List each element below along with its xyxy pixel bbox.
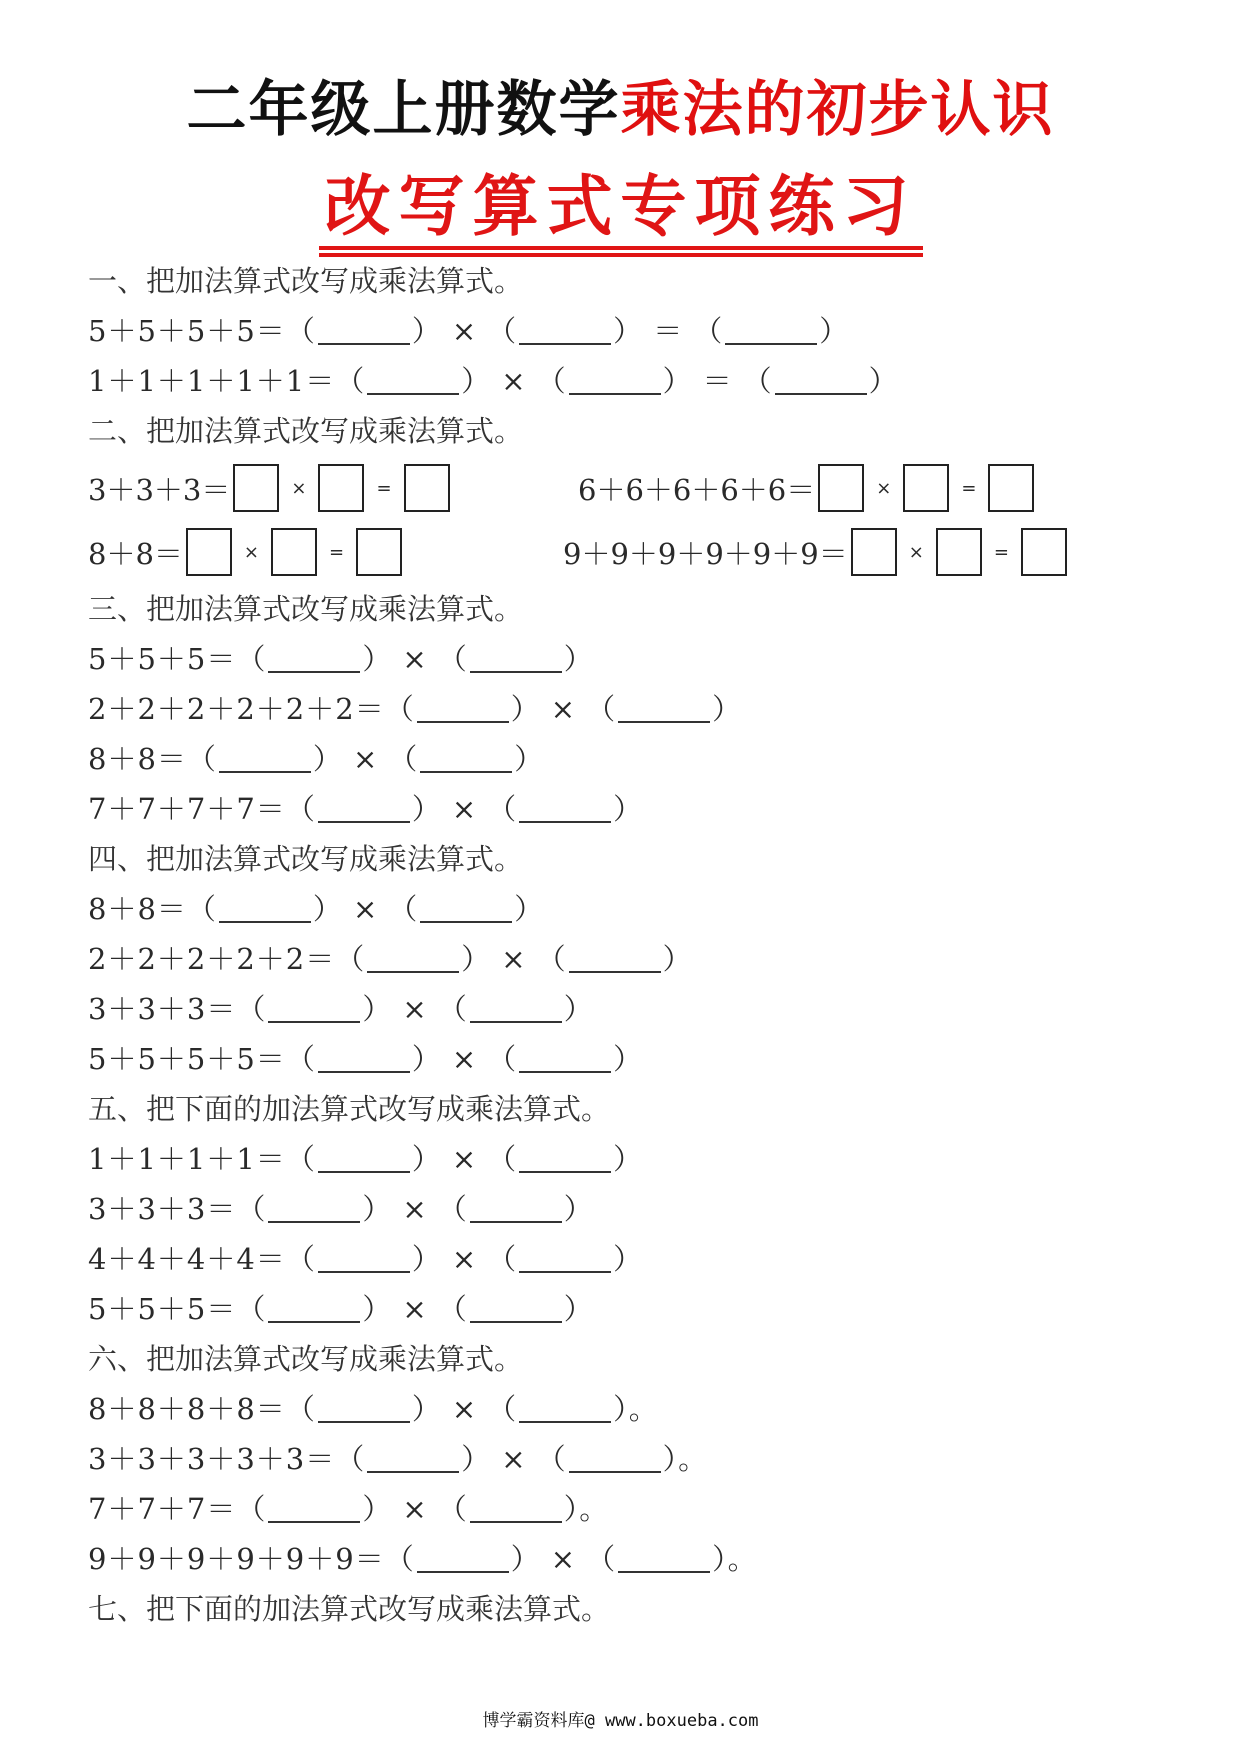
times-sign: × bbox=[402, 1192, 428, 1226]
exercise-line bbox=[88, 1284, 1188, 1334]
exercise-line bbox=[88, 1134, 1188, 1184]
paren: （ bbox=[285, 792, 316, 826]
answer-blank[interactable] bbox=[417, 1543, 509, 1573]
paren: （ bbox=[586, 1542, 617, 1576]
paren: （ bbox=[437, 992, 468, 1026]
paren: （ bbox=[437, 1192, 468, 1226]
paren: ） bbox=[563, 1192, 594, 1226]
expression: 8＋8＝ bbox=[88, 892, 187, 926]
paren: ） bbox=[411, 1242, 442, 1276]
paren: （ bbox=[487, 314, 518, 348]
paren: ） bbox=[613, 1242, 644, 1276]
paren: ） bbox=[868, 364, 899, 398]
answer-blank[interactable] bbox=[318, 315, 410, 345]
expression: 5＋5＋5＋5＝ bbox=[88, 1042, 286, 1076]
paren: ） bbox=[662, 1442, 679, 1476]
times-sign: × bbox=[352, 742, 379, 776]
answer-blank[interactable] bbox=[318, 1043, 410, 1073]
answer-blank[interactable] bbox=[519, 1043, 611, 1073]
paren: ） bbox=[712, 1542, 728, 1576]
exercise-line bbox=[88, 734, 1188, 784]
times-sign: × bbox=[451, 1392, 478, 1426]
subtitle-underline bbox=[319, 246, 923, 250]
equals-sign: ＝ bbox=[653, 314, 684, 348]
answer-blank[interactable] bbox=[420, 743, 512, 773]
paren: （ bbox=[285, 1142, 316, 1176]
answer-blank[interactable] bbox=[268, 993, 360, 1023]
times-sign: × bbox=[451, 314, 478, 348]
paren: （ bbox=[285, 1042, 316, 1076]
answer-blank[interactable] bbox=[775, 365, 867, 395]
paren: ） bbox=[411, 314, 442, 348]
expression: 8＋8＋8＋8＝ bbox=[88, 1392, 286, 1426]
paren: （ bbox=[437, 1492, 468, 1526]
expression: 3＋3＋3＝ bbox=[88, 1192, 237, 1226]
answer-blank[interactable] bbox=[420, 893, 512, 923]
exercise-line bbox=[88, 984, 1188, 1034]
paren: （ bbox=[335, 942, 366, 976]
answer-blank[interactable] bbox=[318, 1143, 410, 1173]
section-heading: 二、把加法算式改写成乘法算式。 bbox=[88, 414, 524, 448]
answer-box[interactable] bbox=[936, 528, 982, 576]
paren: ） bbox=[563, 992, 594, 1026]
answer-blank[interactable] bbox=[725, 315, 817, 345]
times-sign: × bbox=[291, 477, 307, 499]
answer-blank[interactable] bbox=[268, 1493, 360, 1523]
title-red: 乘法的初步认识 bbox=[620, 75, 1055, 145]
times-sign: × bbox=[451, 1042, 478, 1076]
paren: （ bbox=[236, 992, 267, 1026]
paren: ） bbox=[662, 942, 693, 976]
section-heading: 一、把加法算式改写成乘法算式。 bbox=[88, 264, 524, 298]
paren: ） bbox=[514, 742, 545, 776]
times-sign: × bbox=[352, 892, 379, 926]
answer-blank[interactable] bbox=[268, 1293, 360, 1323]
answer-box[interactable] bbox=[404, 464, 450, 512]
paren: ） bbox=[662, 364, 693, 398]
times-sign: × bbox=[876, 477, 892, 499]
box-exercise bbox=[578, 456, 1037, 520]
expression: 3＋3＋3＋3＋3＝ bbox=[88, 1442, 336, 1476]
paren: （ bbox=[285, 314, 316, 348]
paren: （ bbox=[384, 692, 415, 726]
paren: （ bbox=[487, 1142, 518, 1176]
answer-box[interactable] bbox=[271, 528, 317, 576]
paren: （ bbox=[487, 1392, 518, 1426]
section-heading: 五、把下面的加法算式改写成乘法算式。 bbox=[88, 1092, 611, 1126]
paren: ） bbox=[362, 1492, 393, 1526]
expression: 2＋2＋2＋2＋2＋2＝ bbox=[88, 692, 385, 726]
expression: 3＋3＋3＝ bbox=[88, 992, 237, 1026]
box-exercise bbox=[88, 520, 405, 584]
answer-blank[interactable] bbox=[618, 693, 710, 723]
answer-blank[interactable] bbox=[569, 365, 661, 395]
answer-box[interactable] bbox=[988, 464, 1034, 512]
paren: ） bbox=[362, 642, 393, 676]
subtitle-block bbox=[0, 168, 1241, 258]
exercise-line bbox=[88, 784, 1188, 834]
answer-blank[interactable] bbox=[569, 943, 661, 973]
answer-blank[interactable] bbox=[519, 315, 611, 345]
answer-blank[interactable] bbox=[367, 1443, 459, 1473]
answer-blank[interactable] bbox=[219, 743, 311, 773]
paren: ） bbox=[362, 1292, 393, 1326]
footer-watermark: 博学霸资料库@ www.boxueba.com bbox=[482, 1711, 759, 1731]
expression: 1＋1＋1＋1＋1＝ bbox=[88, 364, 336, 398]
answer-box[interactable] bbox=[818, 464, 864, 512]
paren: ） bbox=[411, 1392, 442, 1426]
paren: ） bbox=[613, 1042, 644, 1076]
times-sign: × bbox=[908, 541, 924, 563]
paren: （ bbox=[536, 364, 567, 398]
paren: ） bbox=[613, 1142, 644, 1176]
paren: （ bbox=[487, 1242, 518, 1276]
answer-box[interactable] bbox=[233, 464, 279, 512]
times-sign: × bbox=[402, 1492, 428, 1526]
box-exercise-row bbox=[88, 520, 1188, 584]
answer-blank[interactable] bbox=[569, 1443, 661, 1473]
expression: 7＋7＋7＋7＝ bbox=[88, 792, 286, 826]
box-exercise-row bbox=[88, 456, 1188, 520]
period: 。 bbox=[628, 1392, 659, 1426]
subtitle-text: 改写算式专项练习 bbox=[324, 167, 917, 245]
answer-box[interactable] bbox=[903, 464, 949, 512]
title-black: 二年级上册数学 bbox=[186, 75, 621, 145]
answer-blank[interactable] bbox=[318, 1393, 410, 1423]
paren: ） bbox=[613, 314, 644, 348]
equals-sign: = bbox=[993, 541, 1009, 563]
expression: 9＋9＋9＋9＋9＋9＝ bbox=[88, 1542, 385, 1576]
paren: （ bbox=[487, 1042, 518, 1076]
exercise-line bbox=[88, 1034, 1188, 1084]
paren: （ bbox=[186, 742, 217, 776]
paren: （ bbox=[437, 1292, 468, 1326]
exercise-line bbox=[88, 356, 1188, 406]
answer-box[interactable] bbox=[356, 528, 402, 576]
paren: ） bbox=[712, 692, 743, 726]
box-exercise bbox=[563, 520, 1070, 584]
times-sign: × bbox=[243, 541, 259, 563]
times-sign: × bbox=[501, 364, 527, 398]
expression: 6＋6＋6＋6＋6＝ bbox=[578, 472, 816, 507]
paren: （ bbox=[285, 1242, 316, 1276]
equals-sign: = bbox=[376, 477, 392, 499]
answer-blank[interactable] bbox=[519, 1393, 611, 1423]
section-heading: 六、把加法算式改写成乘法算式。 bbox=[88, 1342, 524, 1376]
exercise-line bbox=[88, 884, 1188, 934]
equals-sign: = bbox=[961, 477, 977, 499]
expression: 7＋7＋7＝ bbox=[88, 1492, 237, 1526]
answer-box[interactable] bbox=[186, 528, 232, 576]
equals-sign: = bbox=[329, 541, 345, 563]
answer-blank[interactable] bbox=[470, 643, 562, 673]
paren: （ bbox=[186, 892, 217, 926]
exercise-line bbox=[88, 1534, 1188, 1584]
paren: （ bbox=[388, 742, 419, 776]
answer-blank[interactable] bbox=[519, 1143, 611, 1173]
expression: 2＋2＋2＋2＋2＝ bbox=[88, 942, 336, 976]
paren: ） bbox=[819, 314, 850, 348]
paren: ） bbox=[312, 742, 343, 776]
answer-blank[interactable] bbox=[268, 643, 360, 673]
answer-blank[interactable] bbox=[618, 1543, 710, 1573]
times-sign: × bbox=[451, 792, 478, 826]
answer-blank[interactable] bbox=[367, 943, 459, 973]
paren: （ bbox=[742, 364, 773, 398]
paren: （ bbox=[236, 642, 267, 676]
expression: 9＋9＋9＋9＋9＋9＝ bbox=[563, 536, 848, 571]
times-sign: × bbox=[451, 1142, 478, 1176]
answer-box[interactable] bbox=[318, 464, 364, 512]
page-title bbox=[0, 70, 1241, 150]
paren: ） bbox=[510, 692, 541, 726]
expression: 8＋8＝ bbox=[88, 742, 187, 776]
paren: （ bbox=[536, 1442, 567, 1476]
answer-blank[interactable] bbox=[417, 693, 509, 723]
exercise-line bbox=[88, 1434, 1188, 1484]
answer-blank[interactable] bbox=[367, 365, 459, 395]
exercise-line bbox=[88, 1184, 1188, 1234]
paren: ） bbox=[411, 1142, 442, 1176]
answer-blank[interactable] bbox=[519, 793, 611, 823]
exercise-line bbox=[88, 306, 1188, 356]
expression: 4＋4＋4＋4＝ bbox=[88, 1242, 286, 1276]
exercise-line bbox=[88, 1234, 1188, 1284]
paren: ） bbox=[362, 1192, 393, 1226]
answer-blank[interactable] bbox=[470, 1293, 562, 1323]
expression: 8＋8＝ bbox=[88, 536, 183, 571]
paren: （ bbox=[586, 692, 617, 726]
paren: （ bbox=[236, 1192, 267, 1226]
period: 。 bbox=[727, 1542, 758, 1576]
answer-blank[interactable] bbox=[470, 1193, 562, 1223]
paren: ） bbox=[362, 992, 393, 1026]
answer-box[interactable] bbox=[1021, 528, 1067, 576]
times-sign: × bbox=[550, 692, 577, 726]
equals-sign: ＝ bbox=[702, 364, 733, 398]
paren: （ bbox=[335, 1442, 366, 1476]
answer-blank[interactable] bbox=[219, 893, 311, 923]
subtitle bbox=[319, 168, 923, 244]
exercise-line bbox=[88, 684, 1188, 734]
exercise-line bbox=[88, 1384, 1188, 1434]
paren: （ bbox=[487, 792, 518, 826]
paren: ） bbox=[563, 1292, 594, 1326]
worksheet-body bbox=[88, 256, 1188, 1634]
paren: ） bbox=[461, 1442, 492, 1476]
times-sign: × bbox=[402, 1292, 428, 1326]
paren: （ bbox=[536, 942, 567, 976]
paren: （ bbox=[384, 1542, 415, 1576]
paren: ） bbox=[613, 792, 644, 826]
paren: ） bbox=[563, 1492, 580, 1526]
times-sign: × bbox=[402, 642, 428, 676]
answer-blank[interactable] bbox=[318, 1243, 410, 1273]
exercise-line bbox=[88, 1484, 1188, 1534]
paren: （ bbox=[437, 642, 468, 676]
times-sign: × bbox=[501, 1442, 527, 1476]
paren: （ bbox=[388, 892, 419, 926]
paren: ） bbox=[461, 942, 492, 976]
section-heading: 四、把加法算式改写成乘法算式。 bbox=[88, 842, 524, 876]
paren: ） bbox=[411, 1042, 442, 1076]
box-exercise bbox=[88, 456, 453, 520]
times-sign: × bbox=[550, 1542, 577, 1576]
paren: （ bbox=[236, 1492, 267, 1526]
times-sign: × bbox=[501, 942, 527, 976]
paren: ） bbox=[461, 364, 492, 398]
expression: 1＋1＋1＋1＝ bbox=[88, 1142, 286, 1176]
section-heading: 七、把下面的加法算式改写成乘法算式。 bbox=[88, 1592, 611, 1626]
expression: 3＋3＋3＝ bbox=[88, 472, 231, 507]
answer-blank[interactable] bbox=[470, 993, 562, 1023]
expression: 5＋5＋5＝ bbox=[88, 1292, 237, 1326]
paren: （ bbox=[693, 314, 724, 348]
paren: ） bbox=[411, 792, 442, 826]
answer-box[interactable] bbox=[851, 528, 897, 576]
paren: （ bbox=[236, 1292, 267, 1326]
exercise-line bbox=[88, 934, 1188, 984]
period: 。 bbox=[579, 1492, 610, 1526]
paren: （ bbox=[335, 364, 366, 398]
times-sign: × bbox=[402, 992, 428, 1026]
paren: ） bbox=[563, 642, 594, 676]
paren: ） bbox=[613, 1392, 629, 1426]
section-heading: 三、把加法算式改写成乘法算式。 bbox=[88, 592, 524, 626]
paren: ） bbox=[312, 892, 343, 926]
expression: 5＋5＋5＋5＝ bbox=[88, 314, 286, 348]
answer-blank[interactable] bbox=[470, 1493, 562, 1523]
paren: ） bbox=[510, 1542, 541, 1576]
answer-blank[interactable] bbox=[318, 793, 410, 823]
period: 。 bbox=[678, 1442, 709, 1476]
paren: （ bbox=[285, 1392, 316, 1426]
expression: 5＋5＋5＝ bbox=[88, 642, 237, 676]
times-sign: × bbox=[451, 1242, 478, 1276]
answer-blank[interactable] bbox=[268, 1193, 360, 1223]
answer-blank[interactable] bbox=[519, 1243, 611, 1273]
paren: ） bbox=[514, 892, 545, 926]
exercise-line bbox=[88, 634, 1188, 684]
